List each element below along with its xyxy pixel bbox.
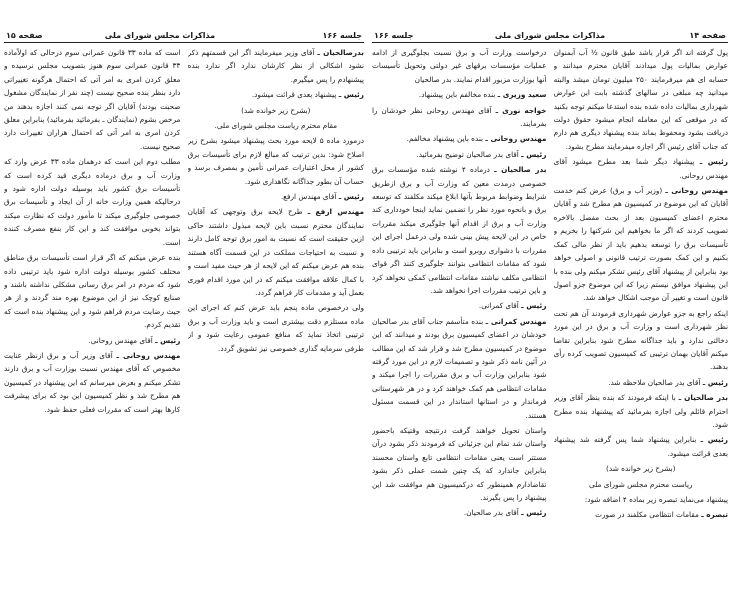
paragraph xyxy=(4,334,180,347)
paragraph-text: پول گرفته اند اگر قرار باشد طبق قانون ½ آب آبمنوان عوارض بمالیات پول میدادند آقایان محترم میدانند و حسابه ای هم میرفرمایند ۲۵۰ میلیون تومان میشد والبته میدانید چه مبلغی در سالهای گذشته بابت این عوارض شهرداری بمالیات داده شده بنده استدعا میکنم توجه بکنید که در موقعی که این معامله انجام میشود حقوق دولت دریافت بشود ومحفوظ بماند بنده پیشنهاد دیگری هم دارم که جناب آقای رئیس اگر اجازه میفرمایند مطرح بشود. xyxy=(553,48,728,151)
paragraph-text: پیشنهاد می‌نماید تبصره زیر بماده ۴ اضافه شود: xyxy=(584,495,728,504)
paragraph xyxy=(554,493,728,506)
speaker-name: رئیس ـ xyxy=(702,377,728,387)
speaker-name: مهندس روحانی ـ xyxy=(485,134,547,144)
paragraph xyxy=(554,391,728,431)
paragraph-text: (بشرح زیر خوانده شد) xyxy=(606,464,676,474)
paragraph-text: است که ماده ۳۳ قانون عمرانی سوم درحالی که اولاًماده ۳۳ قانون عمرانی سوم هنوز بتصویب مجلس نرسیده و معلق کردن امری به امر آتی که احتمال هرگونه تغییراتی دارد بنظر بنده صحیح نیست (چند نفر از نمایندگان مشغول صحبت بودند) آقایان اگر توجه نمی کنند اجازه بدهند من مرخص بشوم (نمایندگان ـ بفرمائید بفرمائید) بنابراین معلق کردن امری به امر آتی که احتمال هزاران تغییرات دارد صحیح نیست. xyxy=(4,48,181,151)
paragraph-text: طرح لایحه برق وتوجهی که آقایان نمایندگان محترم نسبت باین لایحه مبذول داشتند حاکی ازین حقیقت است که نسبت به امور برق توجه کامل دارند و نسبت به احتیاجات مملکت در این قسمت آگاه هستند بنده هم عرض میکنم که این لایحه از هر حیث مفید است و با کمال علاقه موافقت میکنم که در این مورد اقدام فوری بعمل آید و مقدمات کار فراهم گردد. xyxy=(187,207,364,297)
paragraph-text: واستان تحویل خواهند گرفت درنتیجه وقتیکه باحضور واستان شد تمام این جزئیاتی که فرمودند ذکر بشود درآن مستتر است یعنی مقامات انتظامی تابع واستان محسند بنابراین جاندارد که یک چنین شمت عملی ذکر بشود تقاضادارم همینطور که درکمیسیون هم موافقت شد این پیشنهاد را پس بگیرند. xyxy=(372,425,547,502)
paragraph xyxy=(372,88,546,101)
paragraph xyxy=(554,376,728,389)
speaker-name: مهندس کمرانی ـ xyxy=(485,316,547,326)
paragraph xyxy=(188,301,364,355)
running-title: مذاکرات مجلس شورای ملی xyxy=(494,31,606,40)
left-page xyxy=(4,30,364,580)
speaker-name: رئیس ـ xyxy=(155,335,181,345)
text-column-left xyxy=(4,46,180,580)
paragraph-text: درماده ۴ نوشته شده مؤسسات برق خصوصی درمدت معین که وزارت آب و برق ازطریق شرایط وضوابط مربوط بآنها ابلاغ میکند مکلفند که توسعه برق و بانحوه مورد نظر را تضمین نماید اینجا خودداری کند وزارت آب و برق از اقدام آنها جلوگیری میکند مقررات خاص در این لایحه پیش بینی شده ولی درعمل اجرای این مقررات با دشواری روبرو است و بنابراین باید ترتیبی داده شود که مقامات انتظامی بتوانند جلوگیری کنند اگر قوای انتظامی مکلف نباشند مقامات انتظامی کمکی نخواهد کرد و باین ترتیب مقررات اجرا نخواهد شد. xyxy=(372,165,547,295)
paragraph xyxy=(4,46,180,153)
paragraph-text: اینکه راجع به جزو عوارض شهرداری فرمودند آن هم تحت نظر شهرداری است و وزارت آب و برق در این مورد دخالتی ندارد و باید جداگانه مطرح شود بنابراین تقاضا میکنم آقایان بهمان ترتیبی که کمیسیون تصویب کرده رأی بدهند. xyxy=(553,308,728,372)
paragraph-text: بنده مخالفم باین پیشنهاد. xyxy=(418,90,496,100)
paragraph xyxy=(372,163,546,297)
page-number: صفحه ۱۴ xyxy=(689,31,726,40)
speaker-name: خواجه نوری ـ xyxy=(495,105,547,115)
paragraph-text: ریاست محترم مجلس شورای ملی xyxy=(588,479,693,489)
paragraph xyxy=(372,299,546,312)
paragraph-text: (بشرح زیر خوانده شد) xyxy=(241,105,311,115)
running-title: مذاکرات مجلس شورای ملی xyxy=(104,31,216,40)
paragraph-text: درمورد ماده ۵ لایحه مورد بحث پیشنهاد میشود بشرح زیر اصلاح شود: بدین ترتیب که مبالغ لازم برای تأسیسات برق کشور از محل اعتبارات عمرانی تأمین و بمصرف برسد و حساب آن بطور جداگانه نگاهداری شود. xyxy=(187,136,364,186)
speaker-name: مهندس روحانی ـ xyxy=(116,350,181,360)
paragraph-text: آقای کمرانی. xyxy=(478,301,519,311)
speaker-name: مهندس ارفع ـ xyxy=(307,207,364,217)
speaker-name: رئیس ـ xyxy=(700,435,728,445)
paragraph-text: بنده عرض میکنم که اگر قرار است تأسیسات برق مناطق مختلف کشور بوسیله دولت اداره شود باید ترتیبی داده شود که مردم در امر برق رسانی مشکلی نداشته باشند و صنایع کوچک نیز از این موضوع بهره مند گردند و از هر حیث رضایت مردم فراهم شود و این پیشنهاد بنده است که تقدیم کردم. xyxy=(4,253,181,330)
paragraph-text: آقای مهندس روحانی. xyxy=(88,335,153,345)
paragraph xyxy=(4,155,180,249)
paragraph xyxy=(554,184,728,305)
paragraph-text: آقای مهندس ارفع. xyxy=(280,192,337,202)
speaker-name: تبصره ـ xyxy=(701,510,728,520)
text-column-right xyxy=(554,46,728,580)
paragraph-text: آقای بدر صالحیان توضیح بفرمائید. xyxy=(416,149,519,159)
paragraph-text: مطلب دوم این است که درهمان ماده ۳۳ عرض وارد که وزارت آب و برق درماده دیگری قید کرده است که تأسیسات برق کشور باید بوسیله دولت اداره شود و درحالیکه همین وزارت خانه از آن ایجاد و تأسیسات برق خصوصی جلوگیری میکند تا مأمور دولت که نظارت میکند بتواند بخوبی موافقت کند و این کار بنفع مصرف کننده است. xyxy=(4,157,181,247)
paragraph xyxy=(554,307,728,374)
paragraph xyxy=(372,506,546,519)
paragraph-text: بنابراین پیشنهاد شما پس گرفته شد پیشنهاد بعدی قرائت میشود. xyxy=(553,435,728,458)
speaker-name: بدر صالحیان ـ xyxy=(494,165,547,175)
paragraph-text: بنده متأسفم جناب آقای بدر صالحیان خودشان در اعضای کمیسیون برق بودند و میدانند که این موضوع در کمیسیون مطرح شد و قرار شد که این مطالب در آئین نامه ذکر شود و تصمیمات لازم در این مورد گرفته شود بنابراین وزارت آب و برق مقررات را اجرا میکند و مقامات انتظامی هم کمک خواهند کرد و در هر شهرستانی فرماندار و در استانها استاندار در این قسمت مسئول هستند. xyxy=(372,316,547,420)
text-column-left xyxy=(372,46,546,580)
speaker-name: رئیس ـ xyxy=(521,301,547,311)
page-header xyxy=(372,30,728,43)
paragraph xyxy=(188,119,364,132)
paragraph-text: آقای وزیر آب و برق ازنظر عنایت مخصوص که آقای مهندس نسبت بوزارت آب و برق دارند تشکر میکنم و بعرض میرسانم که این پیشنهاد در کمیسیون هم مطرح شد و نظر کمیسیون این بود که برای پیشرفت کارها بهتر است که مقررات فعلی حفظ شود. xyxy=(4,350,181,414)
paragraph xyxy=(372,424,546,504)
paragraph-text: با اینکه فرمودند که بنده بنظر آقای وزیر احترام قائلم ولی اجازه بفرمائید که پیشنهاد بنده مطرح شود. xyxy=(553,393,728,429)
paragraph xyxy=(554,508,728,521)
session-number: جلسه ۱۶۶ xyxy=(374,31,414,40)
paragraph-text: آقای بدر صالحیان ملاحظه شد. xyxy=(608,377,701,387)
page-header xyxy=(4,30,364,43)
paragraph xyxy=(4,251,180,331)
paragraph-text: مقامات انتظامی مکلفند در صورت xyxy=(595,510,699,520)
paragraph xyxy=(372,315,546,422)
paragraph xyxy=(554,478,728,491)
paragraph xyxy=(554,46,728,153)
paragraph-text: مقام محترم ریاست مجلس شورای ملی. xyxy=(214,121,338,131)
paragraph xyxy=(554,155,728,182)
text-column-right xyxy=(188,46,364,580)
speaker-name: سعید وزیری ـ xyxy=(497,90,547,100)
paragraph-text: (وزیر آب و برق) عرض کنم خدمت آقایان که این موضوع در کمیسیون هم مطرح شد و آقایان محترم اعضای کمیسیون بعد از بحث مفصل بالاخره تصویب کردند که اگر ما بخواهیم این شرکتها را بخریم و تأسیسات برق را توسعه بدهیم باید از نظر مالی کمک بکنیم و این کمک بصورت ترتیب قانونی و اصولی خواهد بود بنابراین از پیشنهاد آقای رئیس تشکر میکنم ولی بنده با این پیشنهاد موافق نیستم زیرا که این موضوع جزو اصول قانون است و تغییر آن موجب اشکال خواهد شد. xyxy=(553,186,728,303)
paragraph xyxy=(188,205,364,299)
paragraph-text: درخواست وزارت آب و برق نسبت بجلوگیری از ادامه عملیات مؤسسات برقهای غیر دولتی وتحویل تأسیسات آنها بوزارت مزبور اقدام نمایند. بدر صالحیان xyxy=(372,48,547,84)
paragraph xyxy=(372,104,546,131)
right-page xyxy=(372,30,728,580)
paragraph xyxy=(554,462,728,475)
paragraph-text: آقای بدر صالحیان. xyxy=(463,508,519,518)
paragraph xyxy=(188,134,364,188)
paragraph xyxy=(188,104,364,117)
speaker-name: رئیس ـ xyxy=(338,90,364,100)
paragraph-text: آقای وزیر میفرمایند اگر این قسمتهم ذکر نشود اشکالی از نظر کارشان ندارد اگر ندارد بنده پیشنهادم را پس میگیرم. xyxy=(187,48,364,84)
speaker-name: بدرصالحیان ـ xyxy=(317,48,364,57)
paragraph xyxy=(372,148,546,161)
paragraph-text: بنده باین پیشنهاد مخالفم. xyxy=(406,134,484,144)
paragraph xyxy=(372,132,546,145)
session-number: جلسه ۱۶۶ xyxy=(322,31,362,40)
paragraph-text: آقای مهندس روحانی نظر خودشان را بفرمایند. xyxy=(372,105,547,129)
paragraph xyxy=(372,46,546,86)
paragraph xyxy=(554,433,728,460)
paragraph-text: پیشنهاد دیگر شما بعد مطرح میشود آقای مهندس روحانی. xyxy=(553,157,728,180)
speaker-name: رئیس ـ xyxy=(338,192,364,202)
paragraph xyxy=(4,349,180,416)
speaker-name: رئیس ـ xyxy=(521,149,547,159)
paragraph xyxy=(188,88,364,101)
paragraph xyxy=(188,190,364,203)
paragraph-text: ولی درخصوص ماده پنجم باید عرض کنم که اجرای این ماده مستلزم دقت بیشتری است و باید وزارت آب و برق ترتیبی اتخاذ نماید که منافع عمومی رعایت شود و از طرفی سرمایه گذاری خصوصی نیز تشویق گردد. xyxy=(187,303,364,353)
speaker-name: مهندس روحانی ـ xyxy=(665,186,728,196)
speaker-name: رئیس ـ xyxy=(699,157,728,167)
paragraph-text: پیشنهاد بعدی قرائت میشود. xyxy=(251,90,337,100)
speaker-name: بدر صالحیان ـ xyxy=(678,393,728,403)
paragraph xyxy=(188,46,364,86)
page-number: صفحه ۱۵ xyxy=(6,31,43,40)
speaker-name: رئیس ـ xyxy=(521,508,547,518)
